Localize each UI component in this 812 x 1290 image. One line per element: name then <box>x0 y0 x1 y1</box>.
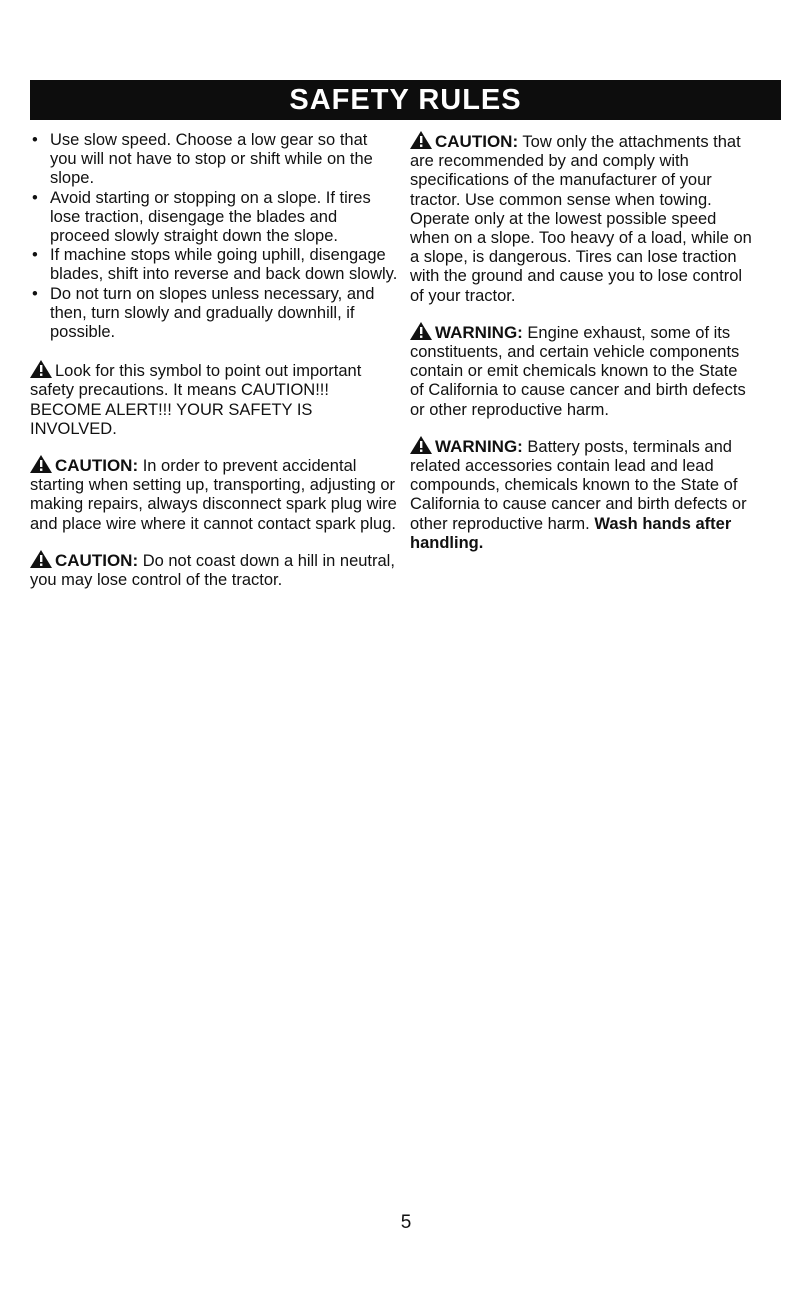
symbol-explanation: Look for this symbol to point out important safety precautions. It means CAUTION!!! BECOME ALERT!!! YOUR SAFETY IS INVOLVED. <box>30 362 362 438</box>
warning-label: WARNING: <box>435 322 523 342</box>
list-item: • Avoid starting or stopping on a slope. If tires lose traction, disengage the blades and proceed slowly straight down the slope. <box>32 188 371 246</box>
warning-engine-exhaust: WARNING: Engine exhaust, some of its constituents, and certain vehicle components contain or emit chemicals known to the State of California to cause cancer and birth defects or other reproductive harm. <box>410 322 746 419</box>
warning-battery-lead: WARNING: Battery posts, terminals and related accessories contain lead and lead compounds, chemicals known to the State of California to cause cancer and birth defects or other reproductive harm. Wash hands after handling. <box>410 436 747 552</box>
caution-label: CAUTION: <box>55 550 139 570</box>
list-item: • Use slow speed. Choose a low gear so that you will not have to stop or shift while on the slope. <box>32 131 373 188</box>
caution-towing: CAUTION: Tow only the attachments that are recommended by and comply with specifications of the manufacturer of your tractor. Use common sense when towing. Operate only at the lowest possible speed when on a slope. Too heavy of a load, while on a slope, is dangerous. Tires can lose traction with the ground and cause you to lose control of your tractor. <box>410 132 752 305</box>
caution-label: CAUTION: <box>435 132 519 151</box>
warning-triangle-icon <box>410 131 432 149</box>
list-item: • If machine stops while going uphill, disengage blades, shift into reverse and back down slowly. <box>32 246 398 284</box>
bullet-icon: • <box>32 284 38 303</box>
caution-label: CAUTION: <box>55 456 139 476</box>
bullet-icon: • <box>32 131 38 149</box>
warning-label: WARNING: <box>435 436 523 456</box>
warning-triangle-icon <box>30 550 52 568</box>
warning-triangle-icon <box>410 436 432 454</box>
warning-triangle-icon <box>30 455 52 473</box>
wash-hands-note: Wash hands after handling. <box>410 514 732 552</box>
section-title: SAFETY RULES <box>289 84 522 116</box>
right-column <box>410 131 755 569</box>
bullet-icon: • <box>32 246 38 265</box>
warning-triangle-icon <box>410 322 432 340</box>
caution-disconnect-spark-plug: CAUTION: In order to prevent accidental starting when setting up, transporting, adjusting or making repairs, always disconnect spark plug wire and place wire where it cannot contact spark plug. <box>30 456 397 533</box>
list-item: • Do not turn on slopes unless necessary, and then, turn slowly and gradually downhill, if possible. <box>32 284 375 342</box>
left-column <box>30 131 398 606</box>
page-number: 5 <box>400 1212 412 1233</box>
caution-coast-downhill: CAUTION: Do not coast down a hill in neutral, you may lose control of the tractor. <box>30 550 395 590</box>
bullet-icon: • <box>32 188 38 207</box>
warning-triangle-icon <box>30 360 52 378</box>
section-header-banner <box>30 80 781 120</box>
slope-rules-list <box>30 131 398 342</box>
